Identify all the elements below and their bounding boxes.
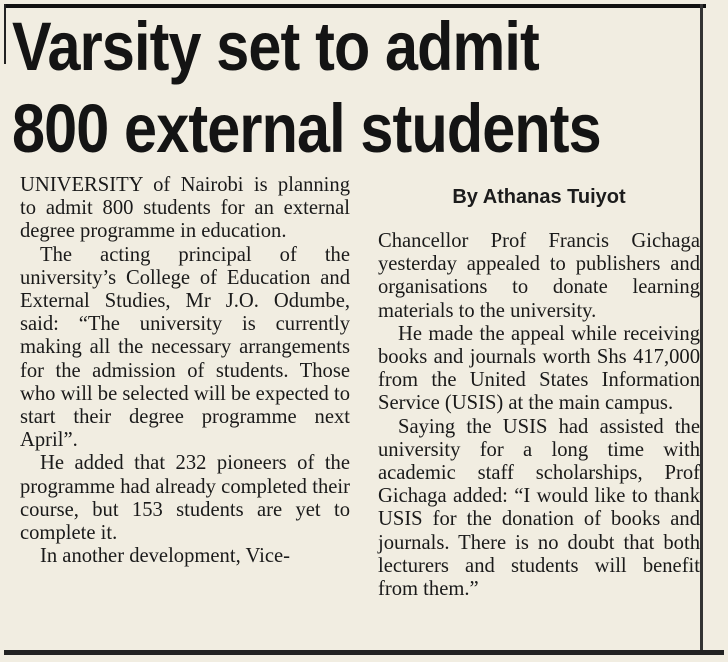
left-rule <box>4 4 6 64</box>
byline: By Athanas Tuiyot <box>452 186 626 208</box>
paragraph: UNIVERSITY of Nairobi is planning to admit 800 students for an external degree programme in education. <box>20 174 350 243</box>
paragraph: Chancellor Prof Francis Gichaga yesterday appealed to publishers and organisations to donate learning materials to the university. <box>378 230 700 322</box>
right-column <box>378 230 700 601</box>
paragraph: In another development, Vice- <box>40 545 290 568</box>
bottom-rule <box>4 650 724 655</box>
paragraph: Saying the USIS had assisted the university for a long time with academic staff scholarships, Prof Gichaga added: “I would like to thank USIS for the donation of books and journals. There is no doubt that both lecturers and students will benefit from them.” <box>378 415 700 601</box>
headline-line-1: Varsity set to admit <box>12 8 539 85</box>
paragraph: He added that 232 pioneers of the programme had already completed their course, but 153 students are yet to complete it. <box>20 452 350 545</box>
left-column <box>20 174 350 568</box>
headline-line-2: 800 external students <box>12 90 601 167</box>
headline <box>12 6 605 170</box>
right-rule <box>700 4 703 654</box>
paragraph: The acting principal of the university’s College of Education and External Studies, Mr J.O. Odumbe, said: “The university is currently making all the necessary arrangements for the admission of students. Those who will be selected will be expected to start their degree programme next April”. <box>20 243 350 452</box>
paragraph: He made the appeal while receiving books and journals worth Shs 417,000 from the United States Information Service (USIS) at the main campus. <box>378 322 700 415</box>
